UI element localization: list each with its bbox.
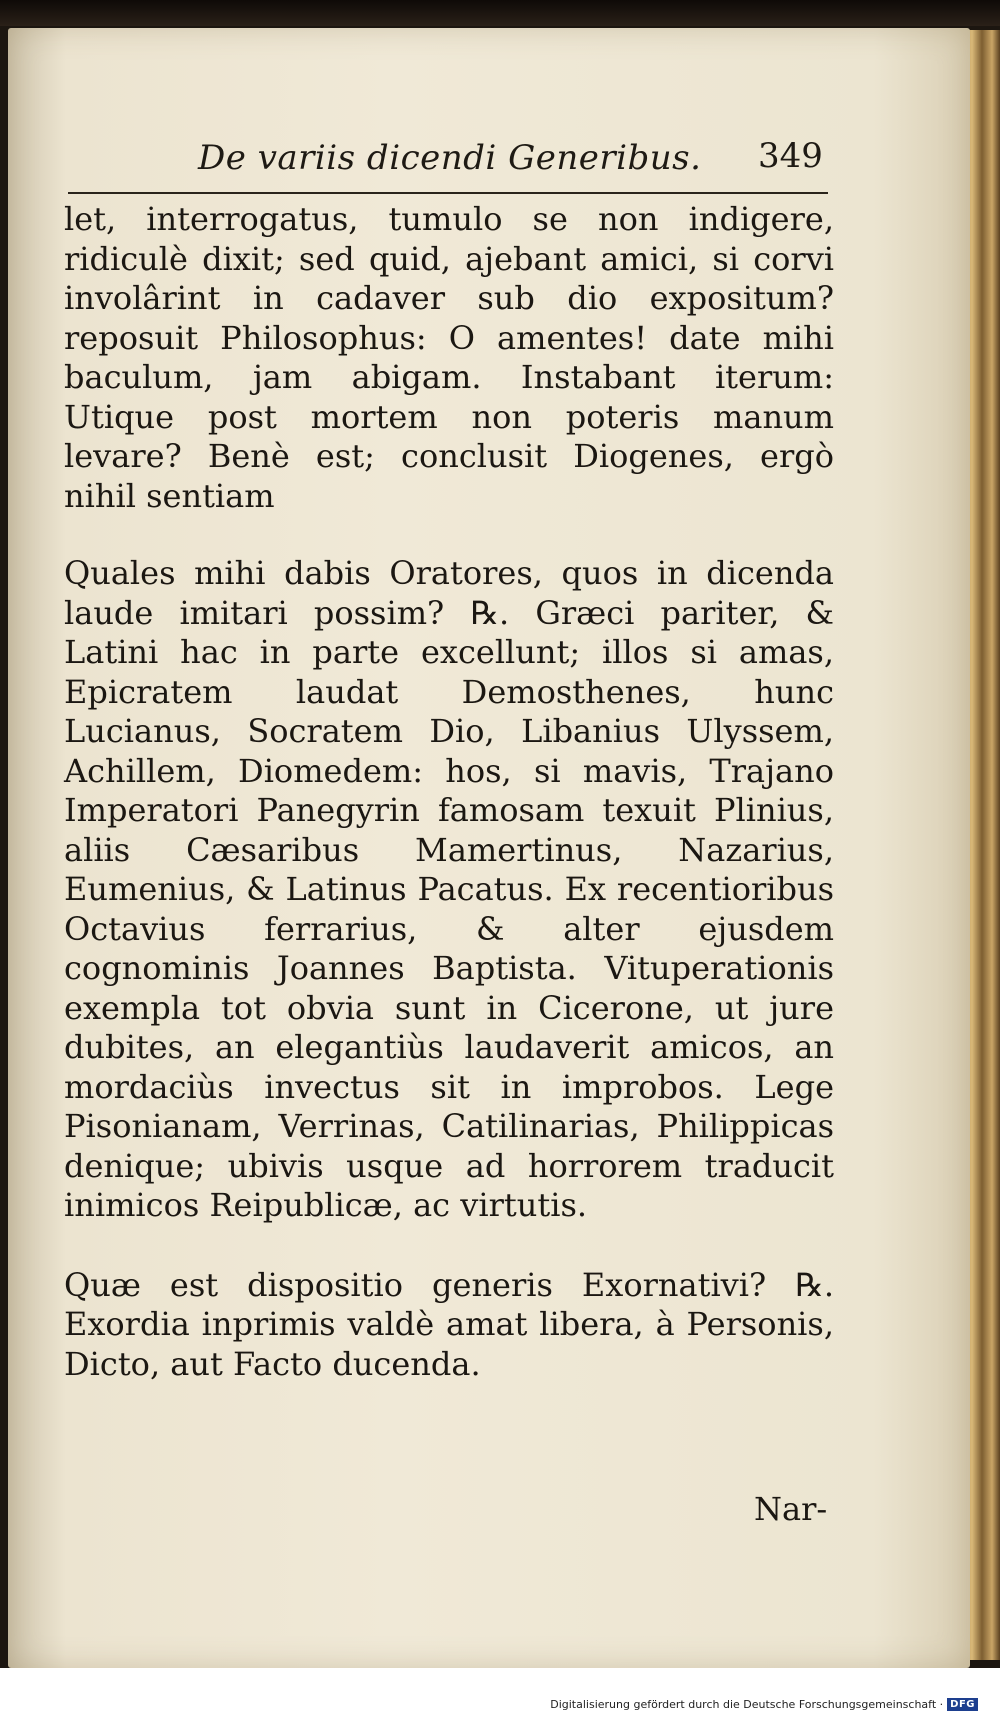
paragraph-3: Quæ est dispositio generis Exornativi? ℞. Exordia inprimis valdè amat libera, à Personis, Dicto, aut Facto ducenda.: [64, 1265, 834, 1383]
dfg-logo: DFG: [947, 1698, 978, 1711]
paragraph-2: Quales mihi dabis Oratores, quos in dicenda laude imitari possim? ℞. Græci pariter, & Latini hac in parte excellunt; illos si amas, Epicratem laudat Demosthenes, hunc Lucianus, Socratem Dio, Libanius Ulyssem, Achillem, Diomedem: hos, si mavis, Trajano Imperatori Panegyrin famosam texuit Plinius, aliis Cæsaribus Mamertinus, Nazarius, Eumenius, & Latinus Pacatus. Ex recentioribus Octavius ferrarius, & alter ejusdem cognominis Joannes Baptista. Vituperationis exempla tot obvia sunt in Cicerone, ut jure dubites, an elegantiùs laudaverit amicos, an mordaciùs invectus sit in improbos. Lege Pisonianam, Verrinas, Catilinarias, Philippicas denique; ubivis usque ad horrorem traducit inimicos Reipublicæ, ac virtutis.: [64, 554, 834, 1224]
digitization-credit: [550, 1698, 978, 1711]
body-text: [64, 200, 834, 1384]
catchword: Nar-: [754, 1490, 828, 1528]
scan-footer: [0, 1668, 1000, 1722]
header-rule: [68, 192, 828, 194]
page-header: [68, 128, 828, 178]
credit-text: Digitalisierung gefördert durch die Deutsche Forschungsgemeinschaft ·: [550, 1698, 944, 1711]
page-number: 349: [758, 136, 823, 176]
scan-top-edge: [0, 0, 1000, 26]
running-head: De variis dicendi Generibus.: [198, 138, 702, 178]
paragraph-1: let, interrogatus, tumulo se non indigere, ridiculè dixit; sed quid, ajebant amici, si corvi involârint in cadaver sub dio expositum? reposuit Philosophus: O amentes! date mihi baculum, jam abigam. Instabant iterum: Utique post mortem non poteris manum levare? Benè est; conclusit Diogenes, ergò nihil sentiam: [64, 200, 834, 515]
book-page: [8, 28, 970, 1668]
